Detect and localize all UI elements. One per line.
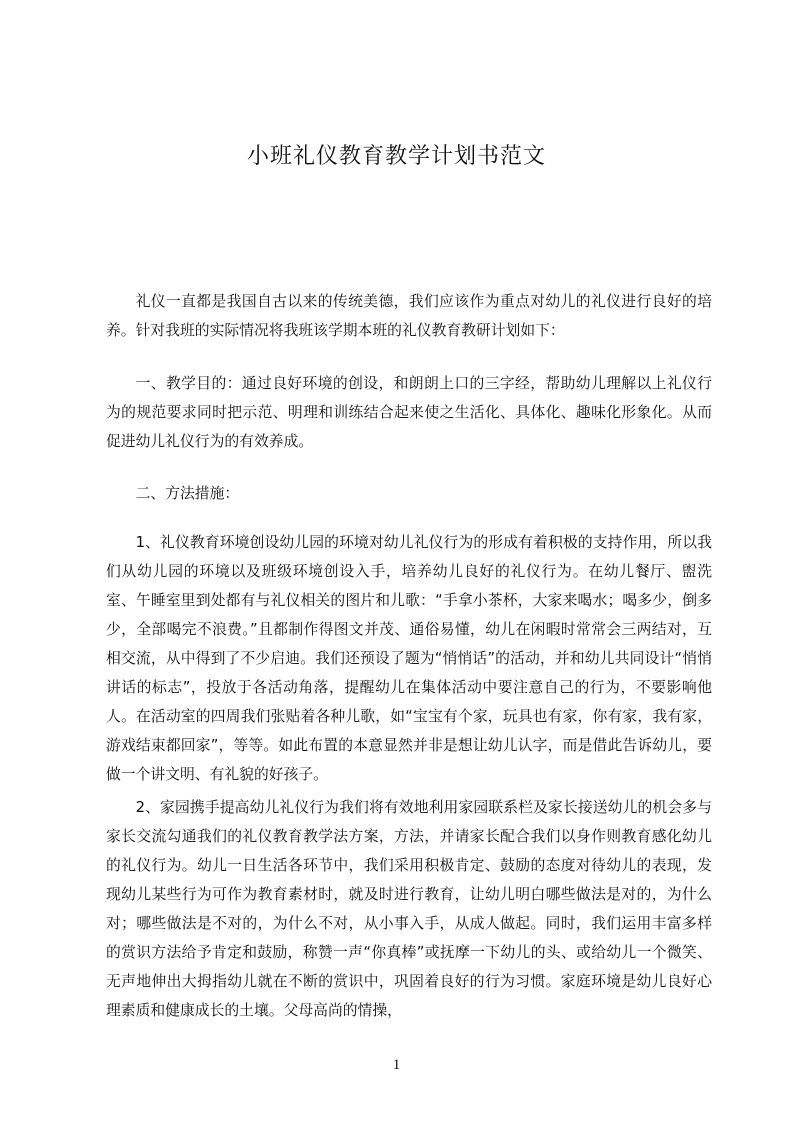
method-item-2-paragraph: 2、家园携手提高幼儿礼仪行为我们将有效地利用家园联系栏及家长接送幼儿的机会多与家长交流勾通我们的礼仪教育教学法方案，方法，并请家长配合我们以身作则教育感化幼儿的礼仪行为。幼儿一日生活各环节中，我们采用积极肯定、鼓励的态度对待幼儿的表现，发现幼儿某些行为可作为教育素材时，就及时进行教育，让幼儿明白哪些做法是对的，为什么对；哪些做法是不对的，为什么不对，从小事入手，从成人做起。同时，我们运用丰富多样的赏识方法给予肯定和鼓励，称赞一声“你真棒”或抚摩一下幼儿的头、或给幼儿一个微笑、无声地伸出大拇指幼儿就在不断的赏识中，巩固着良好的行为习惯。家庭环境是幼儿良好心理素质和健康成长的土壤。父母高尚的情操， bbox=[106, 799, 712, 1019]
document-title: 小班礼仪教育教学计划书范文 bbox=[246, 144, 546, 169]
page-number: 1 bbox=[392, 1057, 401, 1073]
teaching-goal-paragraph: 一、教学目的：通过良好环境的创设，和朗朗上口的三字经，帮助幼儿理解以上礼仪行为的规范要求同时把示范、明理和训练结合起来使之生活化、具体化、趣味化形象化。从而促进幼儿礼仪行为的有效养成。 bbox=[106, 375, 712, 450]
method-heading: 二、方法措施： bbox=[135, 485, 240, 502]
intro-paragraph: 礼仪一直都是我国自古以来的传统美德，我们应该作为重点对幼儿的礼仪进行良好的培养。针对我班的实际情况将我班该学期本班的礼仪教育教研计划如下： bbox=[106, 293, 712, 339]
method-item-1-paragraph: 1、礼仪教育环境创设幼儿园的环境对幼儿礼仪行为的形成有着积极的支持作用，所以我们从幼儿园的环境以及班级环境创设入手，培养幼儿良好的礼仪行为。在幼儿餐厅、盥洗室、午睡室里到处都有与礼仪相关的图片和儿歌：“手拿小茶杯，大家来喝水；喝多少，倒多少，全部喝完不浪费。”且都制作得图文并茂、通俗易懂，幼儿在闲暇时常常会三两结对，互相交流，从中得到了不少启迪。我们还预设了题为“悄悄话”的活动，并和幼儿共同设计“悄悄讲话的标志”，投放于各活动角落，提醒幼儿在集体活动中要注意自己的行为，不要影响他人。在活动室的四周我们张贴着各种儿歌，如“宝宝有个家，玩具也有家，你有家，我有家，游戏结束都回家”，等等。如此布置的本意显然并非是想让幼儿认字，而是借此告诉幼儿，要做一个讲文明、有礼貌的好孩子。 bbox=[106, 534, 712, 783]
